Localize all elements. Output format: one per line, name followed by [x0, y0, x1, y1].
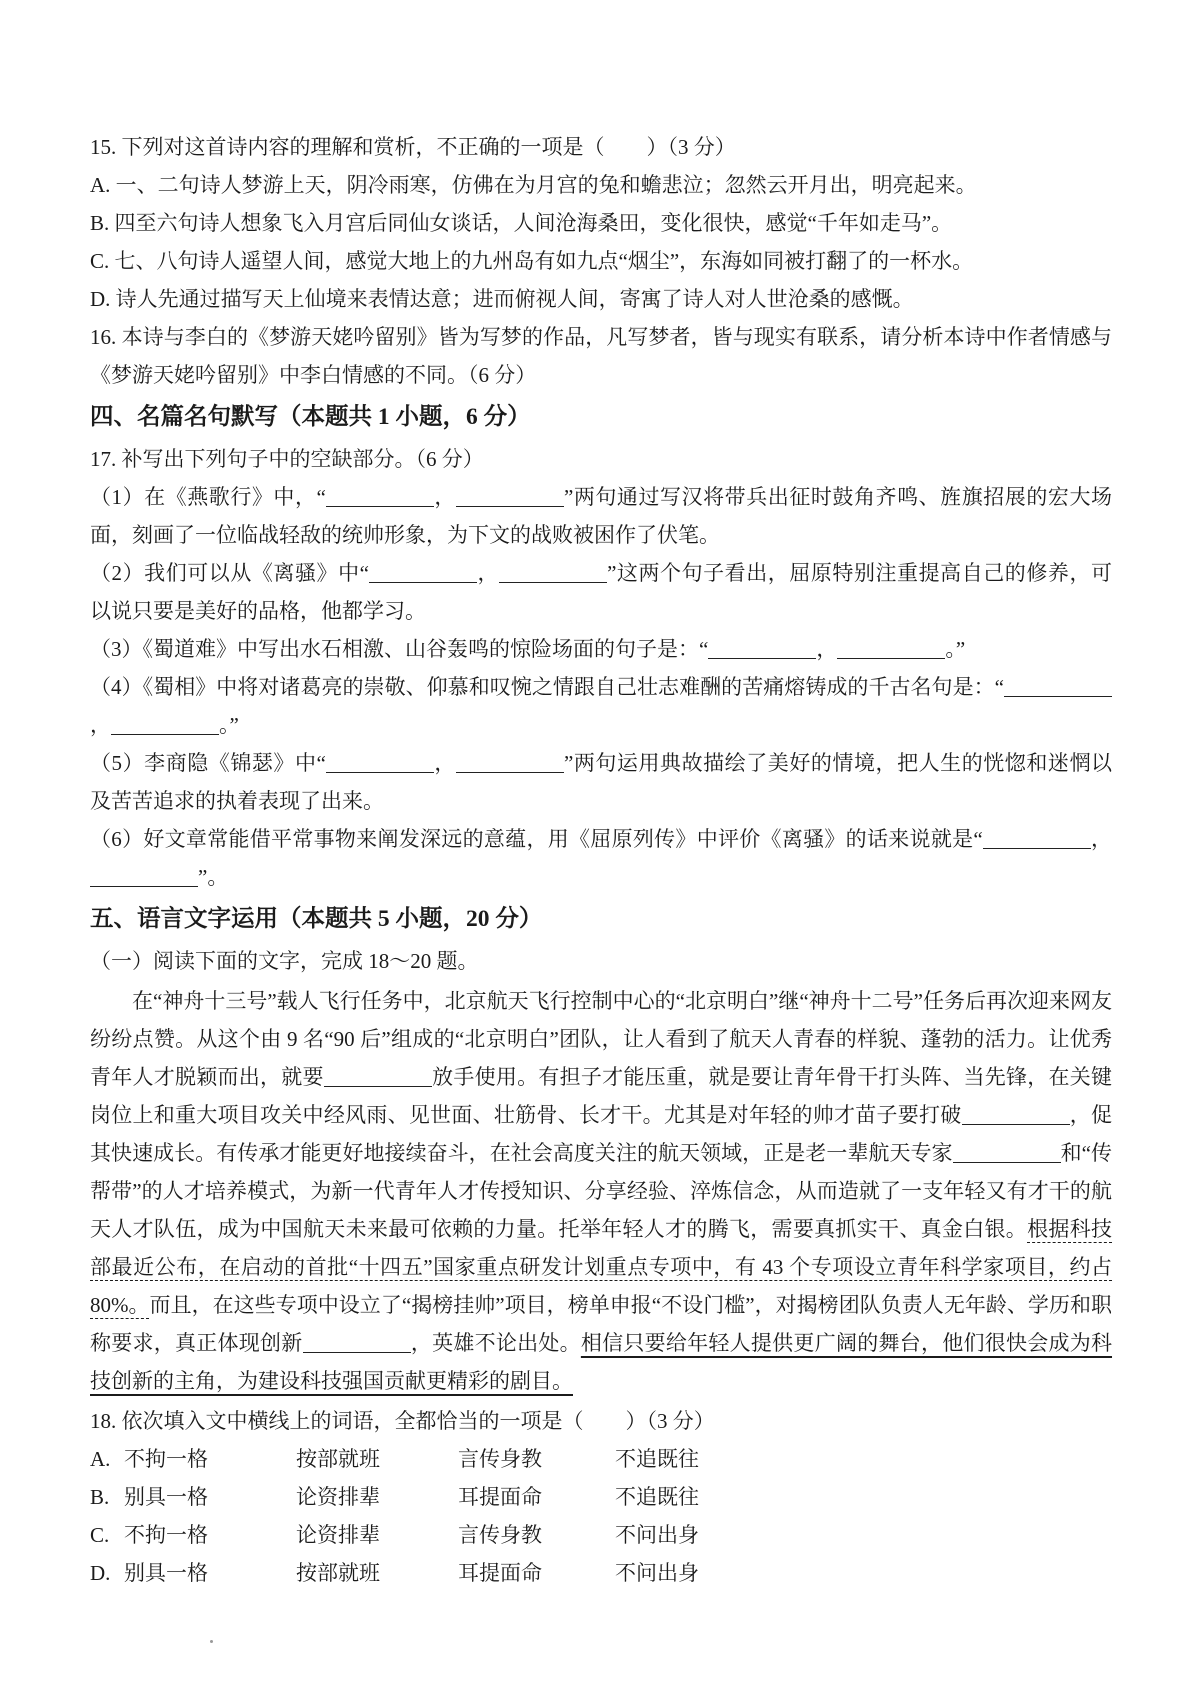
q16-text: 16. 本诗与李白的《梦游天姥吟留别》皆为写梦的作品，凡写梦者，皆与现实有联系，请分析本诗中作者情感与《梦游天姥吟留别》中李白情感的不同。（6 分）: [90, 325, 1112, 387]
q18-block: [90, 1402, 1112, 1592]
q17-item-2: [90, 554, 1112, 630]
blank-underline: [962, 1122, 1070, 1125]
text-run: （2）我们可以从《离骚》中“: [90, 561, 369, 585]
q17-item-6: [90, 820, 1112, 896]
text-run: 放手使用。有担子才能压重，就是要让青年骨干打头阵、当先锋，在关键岗位上和重大项目攻关中经风雨、见世面、壮筋骨、长才干。尤其是对年轻的帅才苗子要打破: [90, 1065, 1113, 1127]
q18-option-row-d: [90, 1554, 1112, 1592]
blank-underline: [326, 504, 434, 507]
blank-underline: [369, 580, 477, 583]
underlined-text-run: 根据科技部最近公布，在启动的首批“十四五”国家重点研发计划重点专项中，有 43 个专项设立青年科学家项目，约占 80%。: [90, 1217, 1113, 1317]
blank-underline: [303, 1350, 411, 1353]
text-run: 。”: [945, 637, 966, 661]
text-run: 而且，在这些专项中设立了“揭榜挂帅”项目，榜单申报“不设门槛”，对揭榜团队负责人无年龄、学历和职称要求，真正体现创新: [90, 1293, 1112, 1355]
text-run: ”这两个句子看出，屈原特别注重提高自己的修养，可以说只要是美好的品格，他都学习。: [90, 561, 1112, 623]
q15-option-c: C. 七、八句诗人遥望人间，感觉大地上的九州岛有如九点“烟尘”，东海如同被打翻了的一杯水。: [90, 249, 974, 273]
q18-option-word: 不拘一格: [124, 1447, 208, 1471]
q17-stem: 17. 补写出下列句子中的空缺部分。（6 分）: [90, 447, 484, 471]
q17-item-3: [90, 630, 1112, 668]
q18-option-row-a: [90, 1440, 1112, 1478]
blank-underline: [708, 656, 816, 659]
text-run: ，: [433, 485, 456, 509]
q18-option-word: 论资排辈: [296, 1523, 380, 1547]
q18-option-word: 不问出身: [615, 1523, 699, 1547]
text-run: （1）在《燕歌行》中，“: [90, 485, 326, 509]
blank-underline: [111, 732, 219, 735]
blank-underline: [983, 846, 1091, 849]
q18-option-label: B.: [90, 1485, 110, 1509]
text-run: ，: [476, 561, 500, 585]
text-run: 在“神舟十三号”载人飞行任务中，北京航天飞行控制中心的“北京明白”继“神舟十二号”任务后再次迎来网友纷纷点赞。从这个由 9 名“90 后”组成的“北京明白”团队，让人看到了航天人青春的样貌、蓬勃的活力。让优秀青年人才脱颖而出，就要: [90, 989, 1112, 1089]
q15-option-a: A. 一、二句诗人梦游上天，阴冷雨寒，仿佛在为月宫的兔和蟾悲泣；忽然云开月出，明亮起来。: [90, 173, 977, 197]
blank-underline: [324, 1084, 432, 1087]
underlined-text-run: 相信只要给年轻人提供更广阔的舞台，他们很快会成为科技创新的主角，为建设科技强国贡献更精彩的剧目。: [90, 1331, 1113, 1393]
q18-option-label: A.: [90, 1447, 111, 1471]
q18-option-word: 按部就班: [296, 1447, 380, 1471]
text-run: ”两句通过写汉将带兵出征时鼓角齐鸣、旌旗招展的宏大场面，刻画了一位临战轻敌的统帅形象，为下文的战败被困作了伏笔。: [90, 485, 1113, 547]
q18-option-word: 耳提面命: [458, 1485, 542, 1509]
q15-option-d: D. 诗人先通过描写天上仙境来表情达意；进而俯视人间，寄寓了诗人对人世沧桑的感慨。: [90, 287, 914, 311]
scan-artifact-dot: [210, 1640, 213, 1643]
q18-option-word: 别具一格: [124, 1561, 208, 1585]
text-run: ”两句运用典故描绘了美好的情境，把人生的恍惚和迷惘以及苦苦追求的执着表现了出来。: [90, 751, 1113, 813]
text-run: ，: [433, 751, 456, 775]
q18-option-word: 言传身教: [458, 1447, 542, 1471]
blank-underline: [953, 1160, 1061, 1163]
text-run: （3）《蜀道难》中写出水石相激、山谷轰鸣的惊险场面的句子是：“: [90, 637, 709, 661]
q18-option-word: 别具一格: [124, 1485, 208, 1509]
text-run: 和“传帮带”的人才培养模式，为新一代青年人才传授知识、分享经验、淬炼信念，从而造就了一支年轻又有才干的航天人才队伍，成为中国航天未来最可依赖的力量。托举年轻人才的腾飞，需要真抓实干、真金白银。: [90, 1141, 1112, 1241]
q18-stem: 18. 依次填入文中横线上的词语，全都恰当的一项是（ ）（3 分）: [90, 1409, 715, 1433]
part-1-instruction: （一）阅读下面的文字，完成 18～20 题。: [90, 949, 479, 973]
text-run: ，促其快速成长。有传承才能更好地接续奋斗，在社会高度关注的航天领域，正是老一辈航天专家: [90, 1103, 1113, 1165]
q18-option-word: 论资排辈: [296, 1485, 380, 1509]
text-run: （5）李商隐《锦瑟》中“: [90, 751, 326, 775]
blank-underline: [499, 580, 607, 583]
blank-underline: [326, 770, 434, 773]
text-run: 。”: [219, 713, 239, 737]
blank-underline: [456, 504, 564, 507]
q18-option-row-b: [90, 1478, 1112, 1516]
q18-option-word: 不拘一格: [124, 1523, 208, 1547]
blank-underline: [90, 884, 198, 887]
reading-passage: [90, 982, 1112, 1400]
section-5-heading: 五、语言文字运用（本题共 5 小题，20 分）: [90, 906, 543, 932]
q18-option-word: 不问出身: [615, 1561, 699, 1585]
text-run: ，: [90, 713, 111, 737]
q15-option-b: B. 四至六句诗人想象飞入月宫后同仙女谈话，人间沧海桑田，变化很快，感觉“千年如走马”。: [90, 211, 953, 235]
text-run: ”。: [198, 865, 229, 889]
q17-item-5: [90, 744, 1112, 820]
q18-option-word: 耳提面命: [458, 1561, 542, 1585]
q18-option-word: 按部就班: [296, 1561, 380, 1585]
q18-option-word: 不追既往: [615, 1485, 699, 1509]
section-4-heading: 四、名篇名句默写（本题共 1 小题，6 分）: [90, 404, 531, 430]
blank-underline: [456, 770, 564, 773]
text-run: ，英雄不论出处。: [410, 1331, 581, 1355]
q18-option-label: C.: [90, 1523, 110, 1547]
text-run: ，: [1090, 827, 1113, 851]
q18-option-word: 言传身教: [458, 1523, 542, 1547]
blank-underline: [1004, 694, 1112, 697]
text-run: ，: [816, 637, 838, 661]
text-run: （6）好文章常能借平常事物来阐发深远的意蕴，用《屈原列传》中评价《离骚》的话来说就是“: [90, 827, 983, 851]
q18-option-label: D.: [90, 1561, 111, 1585]
q17-item-4: [90, 668, 1112, 744]
blank-underline: [837, 656, 945, 659]
q15-stem: 15. 下列对这首诗内容的理解和赏析，不正确的一项是（ ）（3 分）: [90, 135, 736, 159]
q17-item-1: [90, 478, 1112, 554]
text-run: （4）《蜀相》中将对诸葛亮的崇敬、仰慕和叹惋之情跟自己壮志难酬的苦痛熔铸成的千古名句是：“: [90, 675, 1004, 699]
q18-option-word: 不追既往: [615, 1447, 699, 1471]
q18-option-row-c: [90, 1516, 1112, 1554]
